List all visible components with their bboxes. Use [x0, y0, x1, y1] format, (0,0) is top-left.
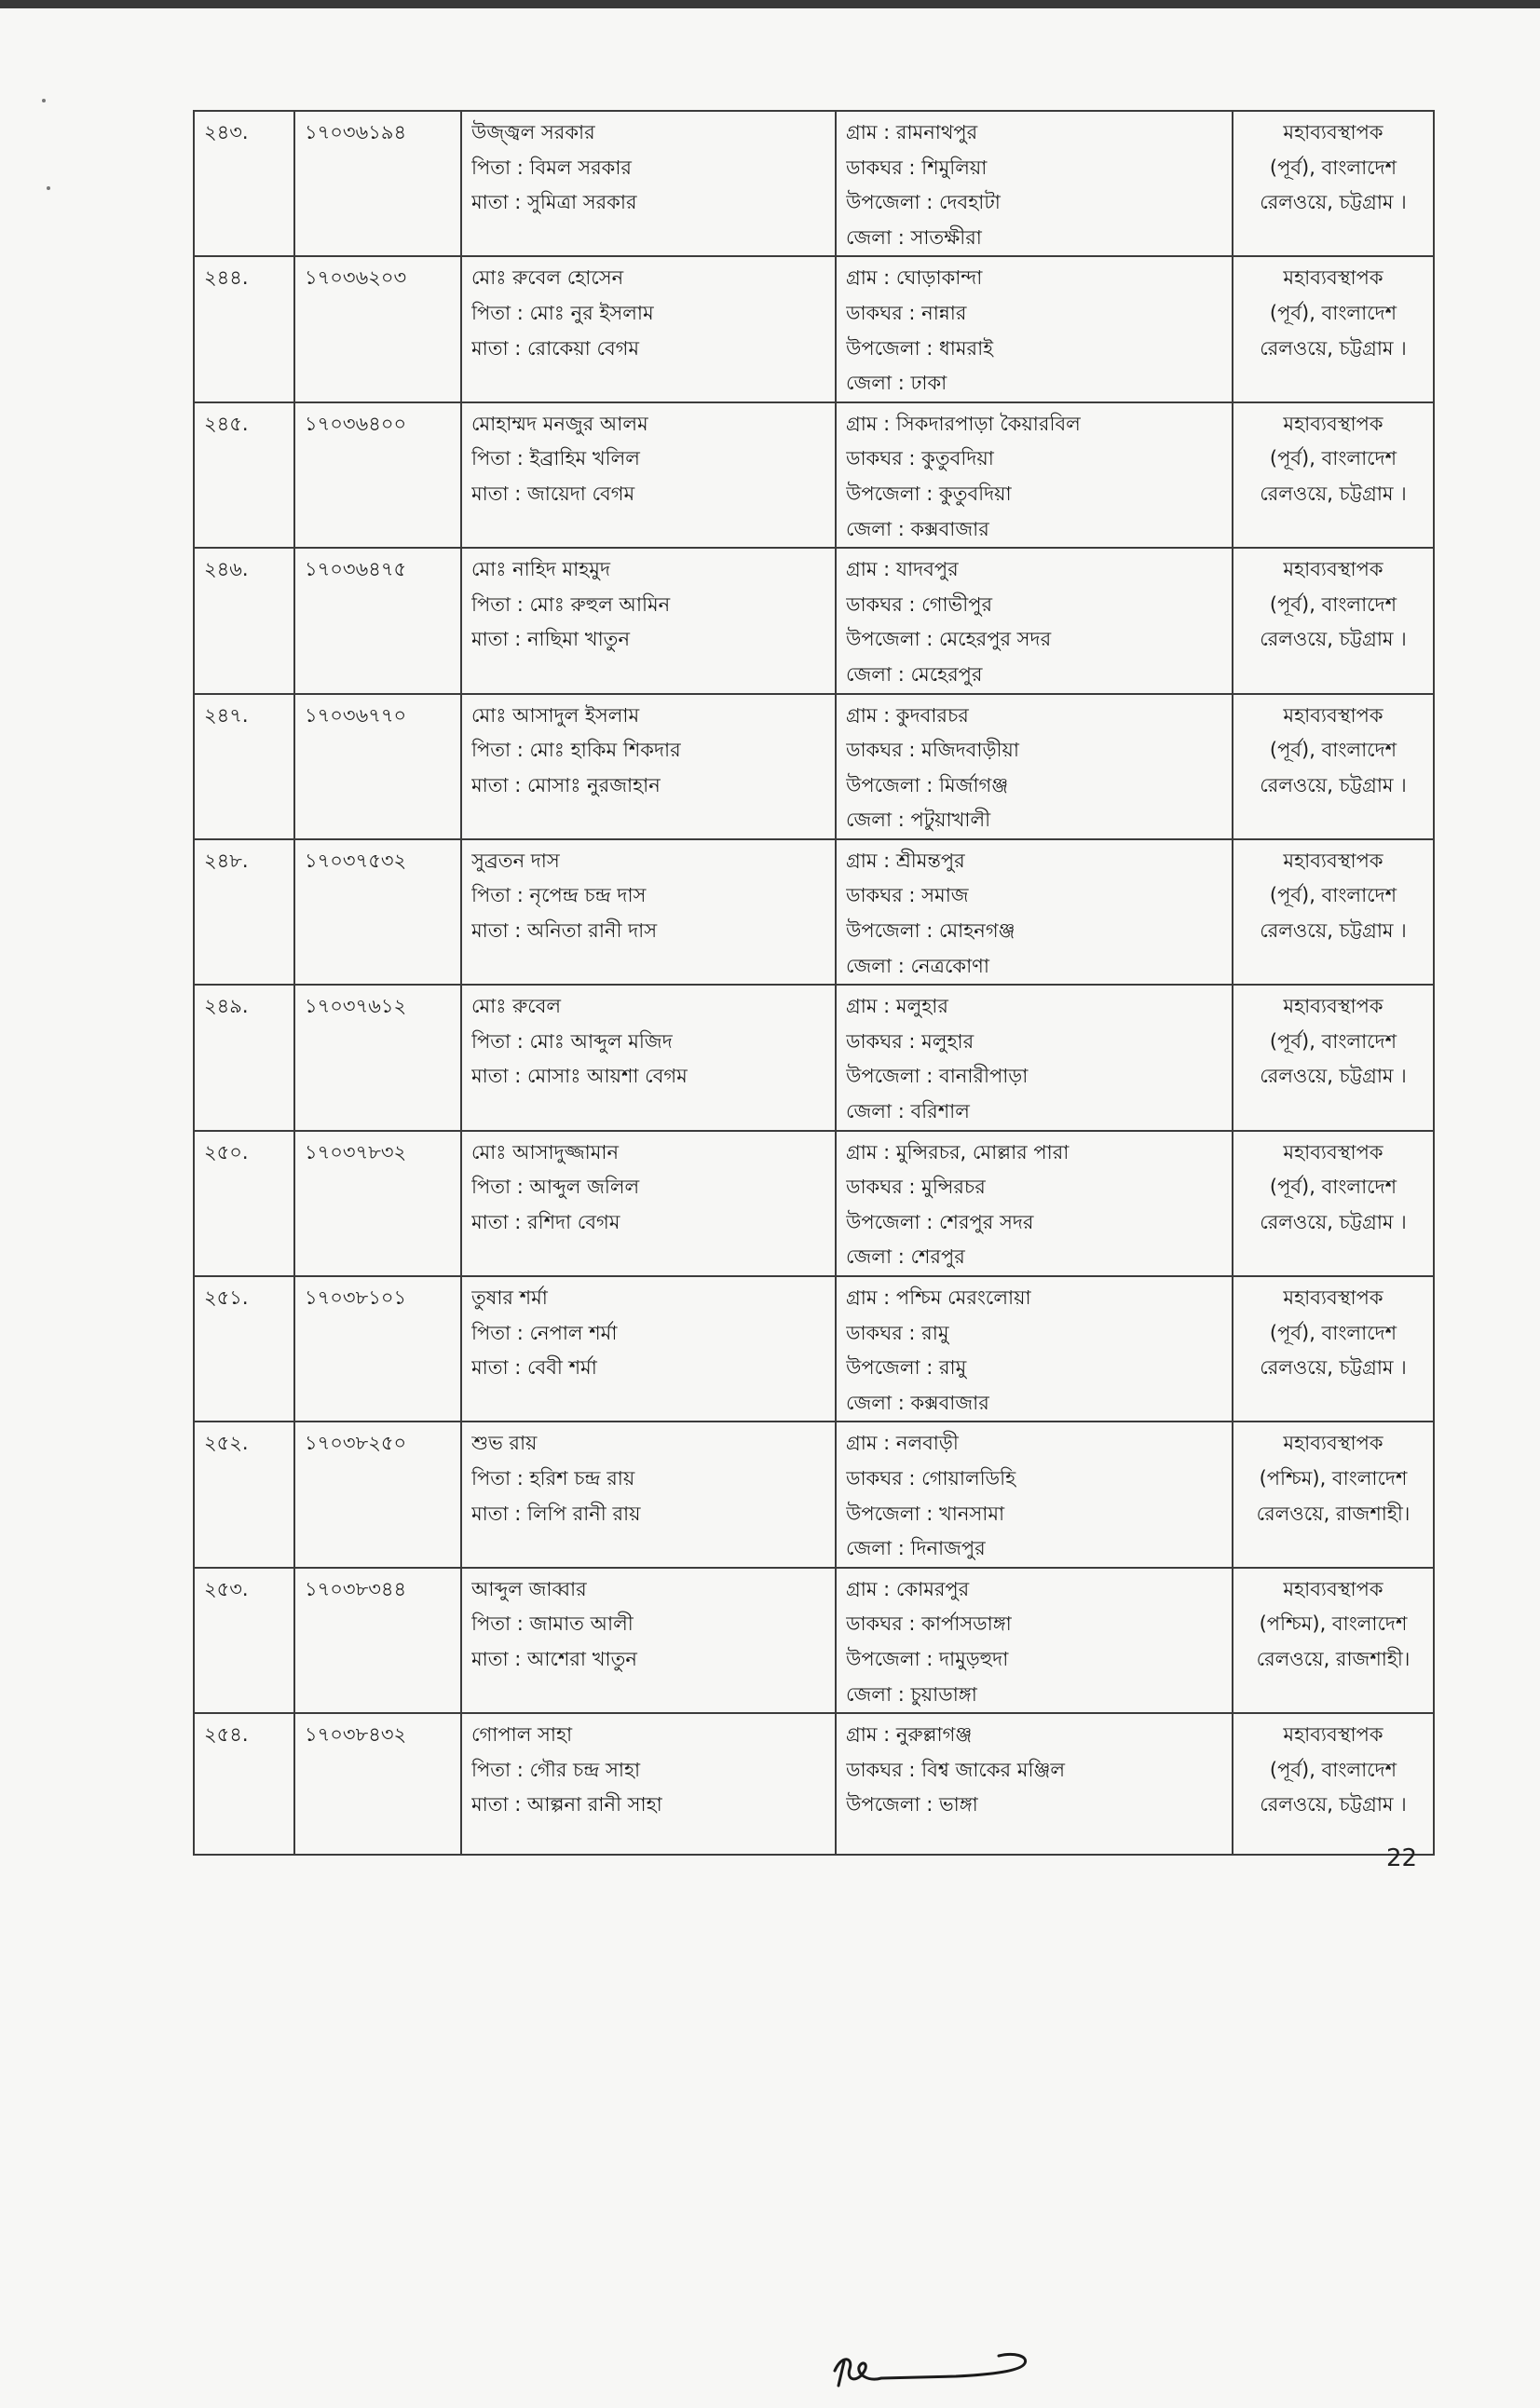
office-cell [1233, 1276, 1434, 1422]
address-line: জেলা : কক্সবাজার [846, 517, 989, 540]
address-line: উপজেলা : শেরপুর সদর [846, 1210, 1034, 1233]
table-row [194, 1422, 1434, 1567]
name-cell [461, 1422, 836, 1567]
records-body [194, 111, 1434, 1855]
office-line: রেলওয়ে, চট্টগ্রাম । [1260, 919, 1407, 943]
office-line: (পূর্ব), বাংলাদেশ [1269, 156, 1397, 179]
office-line: (পশ্চিম), বাংলাদেশ [1259, 1612, 1408, 1636]
address-line: ডাকঘর : কার্পাসডাঙ্গা [846, 1612, 1012, 1636]
top-border-rule [0, 0, 1540, 8]
table-row [194, 694, 1434, 839]
office-line: মহাব্যবস্থাপক [1283, 558, 1383, 581]
roll-cell [294, 1422, 461, 1567]
office-line: মহাব্যবস্থাপক [1283, 1723, 1383, 1747]
roll-number: ১৭০৩৮৪৩২ [305, 1723, 407, 1747]
address-line: উপজেলা : মোহনগঞ্জ [846, 919, 1015, 943]
name-line: শুভ রায় [471, 1432, 538, 1455]
address-line: গ্রাম : যাদবপুর [846, 558, 959, 581]
address-line: জেলা : মেহেরপুর [846, 662, 983, 686]
roll-cell [294, 402, 461, 548]
serial-cell [194, 1713, 294, 1855]
name-cell [461, 1276, 836, 1422]
name-cell [461, 839, 836, 985]
address-line: জেলা : শেরপুর [846, 1245, 965, 1269]
address-cell [836, 1422, 1233, 1567]
serial-number: ২৫৪. [204, 1723, 249, 1747]
name-line: মোঃ নাহিদ মাহমুদ [471, 558, 610, 581]
office-line: রেলওয়ে, চট্টগ্রাম । [1260, 1793, 1407, 1816]
address-line: গ্রাম : পশ্চিম মেরংলোয়া [846, 1286, 1031, 1309]
name-line: মাতা : রোকেয়া বেগম [471, 336, 640, 360]
name-line: মাতা : রশিদা বেগম [471, 1210, 620, 1233]
name-cell [461, 985, 836, 1130]
serial-cell [194, 548, 294, 693]
name-cell [461, 256, 836, 401]
office-line: রেলওয়ে, চট্টগ্রাম । [1260, 1065, 1407, 1088]
office-line: (পূর্ব), বাংলাদেশ [1269, 301, 1397, 324]
address-line: ডাকঘর : গোয়ালডিহি [846, 1466, 1016, 1490]
office-line: মহাব্যবস্থাপক [1283, 1432, 1383, 1455]
name-cell [461, 1568, 836, 1713]
serial-number: ২৪৯. [204, 995, 249, 1018]
address-line: ডাকঘর : মলুহার [846, 1029, 974, 1053]
address-line: উপজেলা : খানসামা [846, 1502, 1005, 1525]
name-line: মাতা : মোসাঃ আয়শা বেগম [471, 1065, 688, 1088]
address-cell [836, 1276, 1233, 1422]
serial-number: ২৪৭. [204, 703, 249, 727]
address-line: ডাকঘর : সমাজ [846, 884, 969, 907]
office-cell [1233, 402, 1434, 548]
name-line: পিতা : ইব্রাহিম খলিল [471, 447, 640, 470]
name-line: মাতা : নাছিমা খাতুন [471, 628, 630, 651]
name-line: মোঃ রুবেল [471, 995, 562, 1018]
name-line: গোপাল সাহা [471, 1723, 573, 1747]
office-line: মহাব্যবস্থাপক [1283, 995, 1383, 1018]
name-line: পিতা : জামাত আলী [471, 1612, 634, 1636]
office-cell [1233, 256, 1434, 401]
table-row [194, 256, 1434, 401]
serial-cell [194, 111, 294, 256]
address-line: উপজেলা : রামু [846, 1356, 967, 1380]
address-line: জেলা : সাতক্ষীরা [846, 225, 982, 249]
address-line: গ্রাম : নুরুল্লাগঞ্জ [846, 1723, 973, 1747]
office-cell [1233, 839, 1434, 985]
roll-cell [294, 1713, 461, 1855]
table-row [194, 985, 1434, 1130]
roll-number: ১৭০৩৭৫৩২ [305, 849, 407, 872]
address-line: গ্রাম : ঘোড়াকান্দা [846, 266, 983, 290]
name-line: মোহাম্মদ মনজুর আলম [471, 412, 648, 435]
roll-number: ১৭০৩৮২৫০ [305, 1432, 407, 1455]
office-line: রেলওয়ে, চট্টগ্রাম । [1260, 1210, 1407, 1233]
serial-number: ২৪৫. [204, 412, 249, 435]
office-cell [1233, 1131, 1434, 1276]
address-line: ডাকঘর : কুতুবদিয়া [846, 447, 994, 470]
address-line: ডাকঘর : শিমুলিয়া [846, 156, 988, 179]
address-line: উপজেলা : মির্জাগঞ্জ [846, 773, 1009, 796]
serial-cell [194, 1422, 294, 1567]
roll-cell [294, 1568, 461, 1713]
address-cell [836, 839, 1233, 985]
name-line: উজ্জ্বল সরকার [471, 121, 595, 143]
name-line: পিতা : আব্দুল জলিল [471, 1176, 640, 1199]
office-cell [1233, 111, 1434, 256]
serial-number: ২৪৬. [204, 558, 249, 581]
serial-cell [194, 1568, 294, 1713]
serial-number: ২৪৮. [204, 849, 249, 872]
serial-number: ২৪৩. [204, 121, 249, 143]
serial-cell [194, 256, 294, 401]
name-line: মাতা : মোসাঃ নুরজাহান [471, 773, 661, 796]
name-line: পিতা : নৃপেন্দ্র চন্দ্র দাস [471, 884, 647, 907]
address-line: গ্রাম : কোমরপুর [846, 1577, 970, 1600]
office-line: মহাব্যবস্থাপক [1283, 1577, 1383, 1600]
name-cell [461, 1713, 836, 1855]
address-line: উপজেলা : বানারীপাড়া [846, 1065, 1029, 1088]
address-line: গ্রাম : শ্রীমন্তপুর [846, 849, 965, 872]
roll-number: ১৭০৩৬৭৭০ [305, 703, 407, 727]
address-line: জেলা : কক্সবাজার [846, 1391, 989, 1414]
office-line: রেলওয়ে, রাজশাহী। [1256, 1647, 1411, 1670]
serial-cell [194, 985, 294, 1130]
office-line: মহাব্যবস্থাপক [1283, 703, 1383, 727]
serial-cell [194, 402, 294, 548]
address-line: জেলা : নেত্রকোণা [846, 954, 989, 977]
office-line: রেলওয়ে, চট্টগ্রাম । [1260, 628, 1407, 651]
address-cell [836, 985, 1233, 1130]
serial-number: ২৫২. [204, 1432, 249, 1455]
office-line: মহাব্যবস্থাপক [1283, 849, 1383, 872]
table-row [194, 548, 1434, 693]
roll-number: ১৭০৩৬২০৩ [305, 266, 407, 290]
name-line: মাতা : অনিতা রানী দাস [471, 919, 658, 943]
office-line: (পূর্ব), বাংলাদেশ [1269, 884, 1397, 907]
table-row [194, 111, 1434, 256]
name-line: মাতা : আশেরা খাতুন [471, 1647, 637, 1670]
roll-cell [294, 985, 461, 1130]
address-line: উপজেলা : ধামরাই [846, 336, 994, 360]
name-cell [461, 1131, 836, 1276]
office-line: মহাব্যবস্থাপক [1283, 121, 1383, 143]
roll-cell [294, 1276, 461, 1422]
office-line: (পূর্ব), বাংলাদেশ [1269, 1176, 1397, 1199]
address-cell [836, 548, 1233, 693]
office-line: রেলওয়ে, চট্টগ্রাম । [1260, 191, 1407, 214]
name-line: মোঃ আসাদুল ইসলাম [471, 703, 640, 727]
address-cell [836, 1713, 1233, 1855]
table-row [194, 1276, 1434, 1422]
roll-number: ১৭০৩৮১০১ [305, 1286, 407, 1309]
table-row [194, 1131, 1434, 1276]
signature-image [816, 2333, 1040, 2408]
serial-cell [194, 1131, 294, 1276]
name-line: পিতা : গৌর চন্দ্র সাহা [471, 1758, 641, 1781]
name-line: মোঃ আসাদুজ্জামান [471, 1140, 620, 1163]
serial-number: ২৫৩. [204, 1577, 249, 1600]
serial-number: ২৫০. [204, 1140, 249, 1163]
table-row [194, 1713, 1434, 1855]
office-line: (পূর্ব), বাংলাদেশ [1269, 739, 1397, 762]
address-line: ডাকঘর : রামু [846, 1321, 949, 1344]
records-table [193, 110, 1435, 1856]
page-number: 22 [1386, 1844, 1418, 1872]
name-line: মাতা : বেবী শর্মা [471, 1356, 597, 1380]
address-line: গ্রাম : রামনাথপুর [846, 121, 978, 143]
office-line: রেলওয়ে, চট্টগ্রাম । [1260, 1356, 1407, 1380]
name-cell [461, 402, 836, 548]
name-line: পিতা : বিমল সরকার [471, 156, 632, 179]
name-cell [461, 548, 836, 693]
roll-cell [294, 111, 461, 256]
name-line: পিতা : মোঃ রুহুল আমিন [471, 592, 671, 616]
address-line: জেলা : ঢাকা [846, 372, 947, 395]
name-line: মাতা : লিপি রানী রায় [471, 1502, 641, 1525]
name-line: আব্দুল জাব্বার [471, 1577, 587, 1600]
address-cell [836, 1568, 1233, 1713]
office-line: (পূর্ব), বাংলাদেশ [1269, 1029, 1397, 1053]
address-cell [836, 111, 1233, 256]
office-line: রেলওয়ে, চট্টগ্রাম । [1260, 336, 1407, 360]
scan-speck [47, 186, 50, 190]
office-line: মহাব্যবস্থাপক [1283, 1286, 1383, 1309]
office-line: রেলওয়ে, রাজশাহী। [1256, 1502, 1411, 1525]
roll-number: ১৭০৩৭৮৩২ [305, 1140, 407, 1163]
roll-number: ১৭০৩৭৬১২ [305, 995, 407, 1018]
table-row [194, 1568, 1434, 1713]
roll-cell [294, 1131, 461, 1276]
name-line: মাতা : সুমিত্রা সরকার [471, 191, 637, 214]
office-line: রেলওয়ে, চট্টগ্রাম । [1260, 482, 1407, 505]
table-row [194, 839, 1434, 985]
table-row [194, 402, 1434, 548]
roll-number: ১৭০৩৬১৯৪ [305, 121, 407, 143]
roll-number: ১৭০৩৬৪০০ [305, 412, 407, 435]
serial-cell [194, 1276, 294, 1422]
scan-speck [42, 99, 46, 102]
office-cell [1233, 694, 1434, 839]
office-line: মহাব্যবস্থাপক [1283, 266, 1383, 290]
name-line: পিতা : নেপাল শর্মা [471, 1321, 618, 1344]
office-cell [1233, 1422, 1434, 1567]
serial-number: ২৫১. [204, 1286, 249, 1309]
office-line: (পূর্ব), বাংলাদেশ [1269, 447, 1397, 470]
name-line: পিতা : হরিশ চন্দ্র রায় [471, 1466, 635, 1490]
address-line: ডাকঘর : নান্নার [846, 301, 967, 324]
name-line: তুষার শর্মা [471, 1286, 548, 1309]
address-cell [836, 256, 1233, 401]
address-line: ডাকঘর : গোভীপুর [846, 592, 993, 616]
roll-number: ১৭০৩৮৩৪৪ [305, 1577, 407, 1600]
office-line: রেলওয়ে, চট্টগ্রাম । [1260, 773, 1407, 796]
name-cell [461, 694, 836, 839]
roll-cell [294, 839, 461, 985]
name-line: মাতা : আল্পনা রানী সাহা [471, 1793, 662, 1816]
office-line: (পশ্চিম), বাংলাদেশ [1259, 1466, 1408, 1490]
serial-number: ২৪৪. [204, 266, 249, 290]
office-line: (পূর্ব), বাংলাদেশ [1269, 1321, 1397, 1344]
office-cell [1233, 1568, 1434, 1713]
roll-cell [294, 548, 461, 693]
address-line: জেলা : বরিশাল [846, 1100, 970, 1123]
address-line: ডাকঘর : মুন্সিরচর [846, 1176, 986, 1199]
name-line: পিতা : মোঃ নুর ইসলাম [471, 301, 654, 324]
roll-number: ১৭০৩৬৪৭৫ [305, 558, 407, 581]
address-line: উপজেলা : ভাঙ্গা [846, 1793, 978, 1816]
address-line: উপজেলা : মেহেরপুর সদর [846, 628, 1052, 651]
roll-cell [294, 256, 461, 401]
name-line: পিতা : মোঃ হাকিম শিকদার [471, 739, 681, 762]
address-line: ডাকঘর : বিশ্ব জাকের মঞ্জিল [846, 1758, 1066, 1781]
address-line: জেলা : দিনাজপুর [846, 1537, 986, 1560]
name-line: সুব্রতন দাস [471, 849, 560, 872]
office-cell [1233, 1713, 1434, 1855]
address-cell [836, 402, 1233, 548]
office-line: মহাব্যবস্থাপক [1283, 1140, 1383, 1163]
address-line: উপজেলা : দেবহাটা [846, 191, 1001, 214]
office-line: (পূর্ব), বাংলাদেশ [1269, 592, 1397, 616]
address-cell [836, 1131, 1233, 1276]
name-line: মাতা : জায়েদা বেগম [471, 482, 635, 505]
office-line: (পূর্ব), বাংলাদেশ [1269, 1758, 1397, 1781]
office-cell [1233, 985, 1434, 1130]
office-cell [1233, 548, 1434, 693]
address-line: জেলা : পটুয়াখালী [846, 809, 991, 832]
address-cell [836, 694, 1233, 839]
office-line: মহাব্যবস্থাপক [1283, 412, 1383, 435]
roll-cell [294, 694, 461, 839]
address-line: গ্রাম : মলুহার [846, 995, 948, 1018]
address-line: জেলা : চুয়াডাঙ্গা [846, 1682, 977, 1706]
serial-cell [194, 839, 294, 985]
address-line: গ্রাম : মুন্সিরচর, মোল্লার পারা [846, 1140, 1070, 1163]
address-line: উপজেলা : দামুড়হুদা [846, 1647, 1009, 1670]
address-line: গ্রাম : কুদবারচর [846, 703, 969, 727]
address-line: উপজেলা : কুতুবদিয়া [846, 482, 1012, 505]
address-line: ডাকঘর : মজিদবাড়ীয়া [846, 739, 1019, 762]
address-line: গ্রাম : সিকদারপাড়া কৈয়ারবিল [846, 412, 1081, 435]
address-line: গ্রাম : নলবাড়ী [846, 1432, 959, 1455]
name-cell [461, 111, 836, 256]
serial-cell [194, 694, 294, 839]
name-line: মোঃ রুবেল হোসেন [471, 266, 624, 290]
name-line: পিতা : মোঃ আব্দুল মজিদ [471, 1029, 673, 1053]
